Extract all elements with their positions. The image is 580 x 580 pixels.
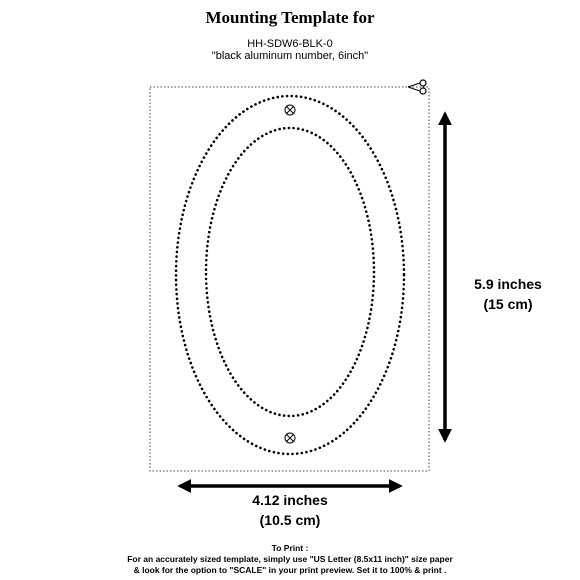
print-line-1: For an accurately sized template, simply use "US Letter (8.5x11 inch)" size paper: [127, 554, 453, 564]
mount-hole-bottom-icon: [285, 433, 295, 443]
digit-outer-outline: [176, 96, 404, 454]
height-dimension: [448, 274, 568, 314]
template-title: Mounting Template for: [205, 8, 375, 27]
model-number: HH-SDW6-BLK-0: [247, 38, 333, 50]
print-line-2: & look for the option to "SCALE" in your print preview. Set it to 100% & print .: [133, 565, 447, 575]
template-border: [150, 87, 429, 471]
width-cm: (10.5 cm): [259, 512, 321, 528]
width-dimension: [200, 490, 380, 530]
mount-hole-top-icon: [285, 105, 295, 115]
print-instructions: [0, 543, 580, 576]
digit-inner-outline: [206, 128, 374, 416]
width-inches: 4.12 inches: [252, 492, 328, 508]
product-description: "black aluminum number, 6inch": [211, 50, 369, 62]
height-inches: 5.9 inches: [474, 276, 542, 292]
print-heading: To Print :: [271, 543, 309, 553]
height-cm: (15 cm): [483, 296, 533, 312]
